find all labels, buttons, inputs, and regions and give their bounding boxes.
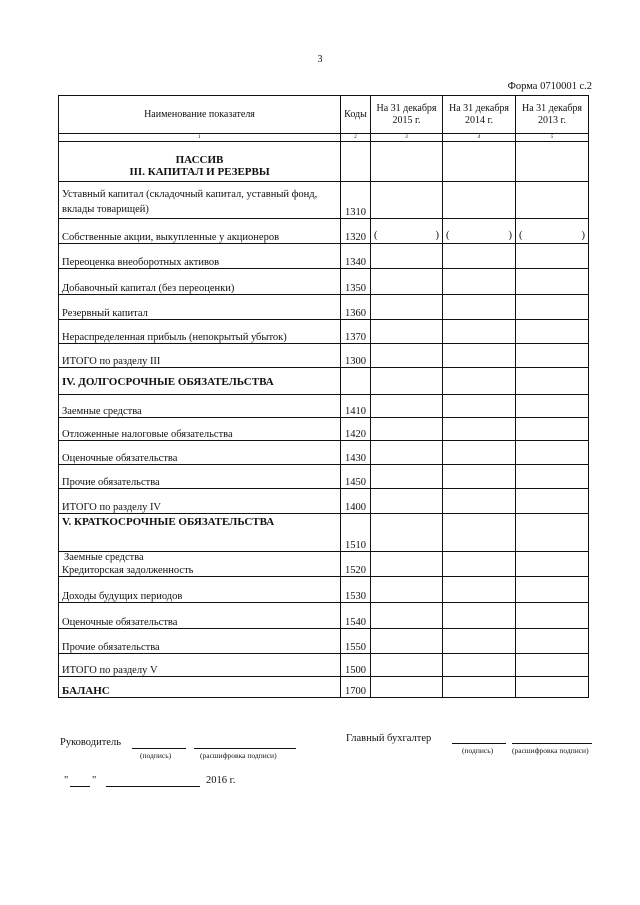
header-col-2013: На 31 декабря 2013 г. xyxy=(516,96,589,134)
row-code: 1530 xyxy=(341,577,371,603)
row-code: 1520 xyxy=(341,552,371,577)
col-num-3: 3 xyxy=(371,134,443,142)
row-code: 1420 xyxy=(341,418,371,441)
row-label: Уставный капитал (складочный капитал, уставный фонд, вклады товарищей) xyxy=(59,182,341,219)
table-row xyxy=(59,654,589,677)
row-label-1510: Заемные средства xyxy=(64,552,144,563)
table-row xyxy=(59,577,589,603)
row-code: 1500 xyxy=(341,654,371,677)
section-4-title: IV. ДОЛГОСРОЧНЫЕ ОБЯЗАТЕЛЬСТВА xyxy=(59,368,341,395)
table-row xyxy=(59,244,589,269)
row-code: 1320 xyxy=(341,219,371,244)
col-num-2: 2 xyxy=(341,134,371,142)
row-label: Отложенные налоговые обязательства xyxy=(59,418,341,441)
table-row xyxy=(59,344,589,368)
row-label: Прочие обязательства xyxy=(59,465,341,489)
form-code: Форма 0710001 с.2 xyxy=(507,81,592,92)
row-label: ИТОГО по разделу V xyxy=(59,654,341,677)
row-code: 1430 xyxy=(341,441,371,465)
col-num-1: 1 xyxy=(59,134,341,142)
table-row xyxy=(59,441,589,465)
col-num-5: 5 xyxy=(516,134,589,142)
row-label: Доходы будущих периодов xyxy=(59,577,341,603)
row-code: 1360 xyxy=(341,295,371,320)
row-label: ИТОГО по разделу IV xyxy=(59,489,341,514)
table-header-row xyxy=(59,96,589,134)
accountant-sign-caption: (подпись) xyxy=(462,746,494,755)
table-row xyxy=(59,603,589,629)
page-number: 3 xyxy=(317,54,323,65)
table-row xyxy=(59,395,589,418)
row-code: 1540 xyxy=(341,603,371,629)
table-row xyxy=(59,182,589,219)
table-row xyxy=(59,269,589,295)
row-label: Собственные акции, выкупленные у акционеров xyxy=(59,219,341,244)
balance-sheet-table xyxy=(58,95,589,698)
column-number-row xyxy=(59,134,589,142)
row-label: ИТОГО по разделу III xyxy=(59,344,341,368)
accountant-decode-caption: (расшифровка подписи) xyxy=(512,746,589,755)
row-code: 1300 xyxy=(341,344,371,368)
row-label: Кредиторская задолженность xyxy=(59,552,341,577)
row-label: Добавочный капитал (без переоценки) xyxy=(59,269,341,295)
header-code-col: Коды xyxy=(341,96,371,134)
row-label: Оценочные обязательства xyxy=(59,441,341,465)
table-row xyxy=(59,418,589,441)
section-row xyxy=(59,514,589,552)
head-sign-caption: (подпись) xyxy=(140,751,172,760)
section-5-title: V. КРАТКОСРОЧНЫЕ ОБЯЗАТЕЛЬСТВА xyxy=(59,514,341,552)
row-code: 1700 xyxy=(341,677,371,698)
row-label: Резервный капитал xyxy=(59,295,341,320)
row-code: 1410 xyxy=(341,395,371,418)
row-code: 1310 xyxy=(341,182,371,219)
table-row-total xyxy=(59,677,589,698)
row-code: 1450 xyxy=(341,465,371,489)
row-code: 1400 xyxy=(341,489,371,514)
row-label: Нераспределенная прибыль (непокрытый убыток) xyxy=(59,320,341,344)
row-label: БАЛАНС xyxy=(59,677,341,698)
header-col-2015: На 31 декабря 2015 г. xyxy=(371,96,443,134)
head-decode-caption: (расшифровка подписи) xyxy=(200,751,277,760)
col-num-4: 4 xyxy=(443,134,516,142)
header-name-col: Наименование показателя xyxy=(59,96,341,134)
row-label: Заемные средства xyxy=(59,395,341,418)
date-day-line xyxy=(70,786,90,787)
row-code: 1370 xyxy=(341,320,371,344)
head-sign-line xyxy=(132,748,186,749)
table-row xyxy=(59,465,589,489)
row-code: 1510 xyxy=(341,514,371,552)
table-row: Собственные акции, выкупленные у акционеров 1320 ( ) ( ) ( ) xyxy=(59,219,589,244)
date-month-line xyxy=(106,786,200,787)
header-col-2014: На 31 декабря 2014 г. xyxy=(443,96,516,134)
accountant-decode-line xyxy=(512,743,592,744)
row-code: 1350 xyxy=(341,269,371,295)
row-label: Оценочные обязательства xyxy=(59,603,341,629)
table-row xyxy=(59,320,589,344)
head-label: Руководитель xyxy=(60,737,121,748)
table-row xyxy=(59,295,589,320)
head-decode-line xyxy=(194,748,296,749)
section-3-title: ПАССИВ III. КАПИТАЛ И РЕЗЕРВЫ xyxy=(59,142,341,182)
table-row xyxy=(59,489,589,514)
section-row xyxy=(59,368,589,395)
date-year: 2016 г. xyxy=(206,775,236,786)
row-label: Прочие обязательства xyxy=(59,629,341,654)
date-quote-open: " xyxy=(64,775,69,786)
row-label: Переоценка внеоборотных активов xyxy=(59,244,341,269)
accountant-sign-line xyxy=(452,743,506,744)
section-row xyxy=(59,142,589,182)
row-code: 1340 xyxy=(341,244,371,269)
table-row xyxy=(59,629,589,654)
accountant-label: Главный бухгалтер xyxy=(346,733,432,744)
date-quote-close: " xyxy=(92,775,97,786)
row-code: 1550 xyxy=(341,629,371,654)
